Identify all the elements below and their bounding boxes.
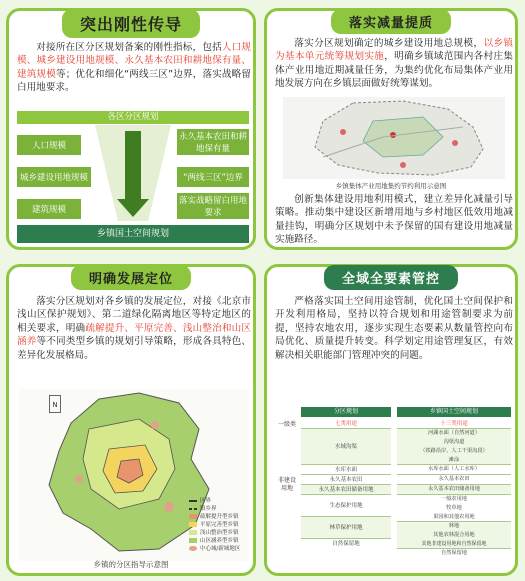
district-map — [19, 389, 249, 561]
reduction-map — [283, 97, 505, 179]
map-svg — [283, 97, 505, 179]
legend-swatch — [189, 514, 197, 519]
panel-text: 创新集体建设用地利用模式，建立差异化减量引导策略。推动集中建设区新增用地与乡村地区低效用地减量挂钩，明确分区规划中未予保留的国有建设用地减量实施路径。 — [275, 194, 513, 246]
table-cell: 林地 — [397, 522, 511, 531]
table-header-left: 分区规划 — [301, 407, 391, 417]
legend-swatch — [189, 538, 197, 543]
table-cell: 其他非建设用地和自然保留地 — [397, 540, 511, 549]
table-cell: 水库水面 — [301, 465, 391, 475]
highlight-text: 以乡镇为基本单元统筹规划实施 — [275, 38, 514, 63]
legend-swatch — [189, 500, 197, 502]
table-cell: 水库水面（人工水库） — [397, 465, 511, 475]
left-item: 城乡建设用地规模 — [17, 167, 91, 187]
table-cell: 牧草地 — [446, 505, 462, 511]
panel-text — [17, 295, 251, 362]
legend-item — [189, 497, 249, 505]
top-bar: 各区分区规划 — [17, 111, 249, 124]
site-marker — [452, 140, 458, 146]
town-marker — [75, 475, 83, 483]
table-cell: 河湖水面（自然河道） — [397, 429, 511, 438]
right-item: 永久基本农田和耕地保有量 — [177, 129, 249, 155]
legend-label: 区界 — [200, 498, 212, 504]
text-part: 落实分区规划对各乡镇的发展定位，对接《北京市浅山区保护规划》、第二道绿化隔离地区等特定地区的相关要求，明确 — [17, 296, 251, 334]
legend-label: 平原完善型乡镇 — [200, 522, 239, 528]
table-right-col — [397, 419, 511, 559]
site-marker — [340, 129, 346, 135]
legend-item — [189, 505, 249, 513]
table-header-right: 乡镇国土空间规划 — [397, 407, 511, 417]
legend-item — [189, 513, 249, 521]
town-marker — [151, 421, 159, 429]
left-item: 人口规模 — [17, 135, 81, 155]
bottom-bar: 乡镇国土空间规划 — [17, 225, 249, 243]
level-label: 一级类 — [277, 421, 296, 428]
panel-title: 落实减量提质 — [331, 9, 451, 34]
use-table — [275, 407, 513, 571]
right-item: “两线三区”边界 — [177, 167, 249, 187]
legend-label: 镇乡界 — [200, 506, 217, 512]
table-left-col — [301, 419, 391, 549]
town-marker — [164, 502, 174, 512]
map-caption: 乡镇的分区指导示意图 — [93, 560, 169, 569]
panel-title: 突出刚性传导 — [62, 9, 200, 38]
right-item: 落实战略留白用地要求 — [177, 193, 249, 219]
table-cell: 永久基本农田 — [301, 475, 391, 485]
panel-rigid-transmission — [6, 8, 256, 250]
panel-title: 明确发展定位 — [71, 265, 191, 290]
legend-item — [189, 521, 249, 529]
highlight-text: 人口规模、城乡建设用地规模、永久基本农田和耕地保有量、建筑规模 — [17, 42, 252, 80]
central-arrow — [125, 131, 141, 203]
table-cell: 水域沟渠 — [301, 429, 391, 465]
table-cell: 七类用途 — [301, 419, 391, 429]
text-part: 等；优化和细化“两线三区”边界，落实战略留白用地要求。 — [17, 68, 251, 94]
map-legend — [189, 497, 249, 553]
table-cell: 十三类用途 — [397, 419, 511, 429]
table-cell: 一般农用地 — [441, 496, 467, 502]
text-part: 对接所在区分区规划备案的刚性指标，包括 — [36, 42, 222, 53]
table-cell: 自然保留地 — [332, 541, 360, 547]
legend-item — [189, 545, 249, 553]
left-item: 建筑规模 — [17, 199, 81, 219]
legend-swatch — [189, 522, 197, 527]
panel-positioning — [6, 264, 256, 576]
legend-swatch — [189, 530, 197, 535]
table-cell: 果园和其他农用地 — [397, 513, 511, 522]
panel-text — [17, 41, 251, 95]
legend-label: 山区涵养型乡镇 — [200, 538, 239, 544]
panel-full-control — [264, 264, 518, 576]
table-cell: （铁路沿岸、人工干渠沟段） — [397, 447, 511, 456]
panel-title: 全域全要素管控 — [324, 265, 458, 290]
table-cell: 自然保留地 — [441, 550, 467, 556]
table-cell: 生态保护用地 — [301, 495, 391, 517]
panel-text: 严格落实国土空间用途管制，优化国土空间保护和开发利用格局，坚持以符合规划和用途管制要求为前提，坚持农地农用，逐步实现生态要素从数量管控向布局优化、质量提升转变。科学划定用途管理复区，有效解决相关职能部门管理冲突的问题。 — [275, 296, 513, 361]
legend-swatch — [189, 546, 197, 551]
legend-label: 中心城/新城地区 — [200, 546, 241, 552]
table-cell: 其他农林混合用地 — [397, 531, 511, 540]
table-cell: 林草保护用地 — [301, 517, 391, 539]
text-part: ，明确乡镇域范围内各村庄集体产业用地近期减量任务，为集约优化布局集体产业用地发展方向在乡镇层面做好统筹谋划。 — [275, 51, 514, 90]
legend-swatch — [189, 508, 197, 510]
text-part: 落实分区规划确定的城乡建设用地总规模， — [294, 38, 484, 49]
legend-item — [189, 529, 249, 537]
panel-text — [275, 37, 513, 91]
table-cell: 永久基本农田储备用地 — [301, 485, 391, 495]
legend-label: 疏解提升型乡镇 — [200, 514, 239, 520]
map-caption: 乡镇集体产业用地集约节约利用示意图 — [335, 182, 447, 190]
panel-reduction — [264, 8, 518, 250]
table-cell: 永久基本农田 — [397, 475, 511, 485]
table-cell: 沟渠沟道 — [397, 438, 511, 447]
legend-label: 浅山整治型乡镇 — [200, 530, 239, 536]
highlight-text: 疏解提升、平原完善、浅山整治和山区涵养 — [17, 322, 252, 348]
table-cell: 滩涂 — [397, 456, 511, 465]
diagram — [17, 125, 249, 221]
legend-item — [189, 537, 249, 545]
site-marker — [400, 162, 406, 168]
table-cell: 永久基本农田储备用地 — [397, 485, 511, 495]
level-label-nonbuild: 非建设用地 — [277, 477, 296, 492]
north-arrow-icon: N — [49, 395, 61, 413]
text-part: 等不同类型乡镇的规划引导策略，形成各具特色、差异化发展格局。 — [17, 336, 252, 361]
